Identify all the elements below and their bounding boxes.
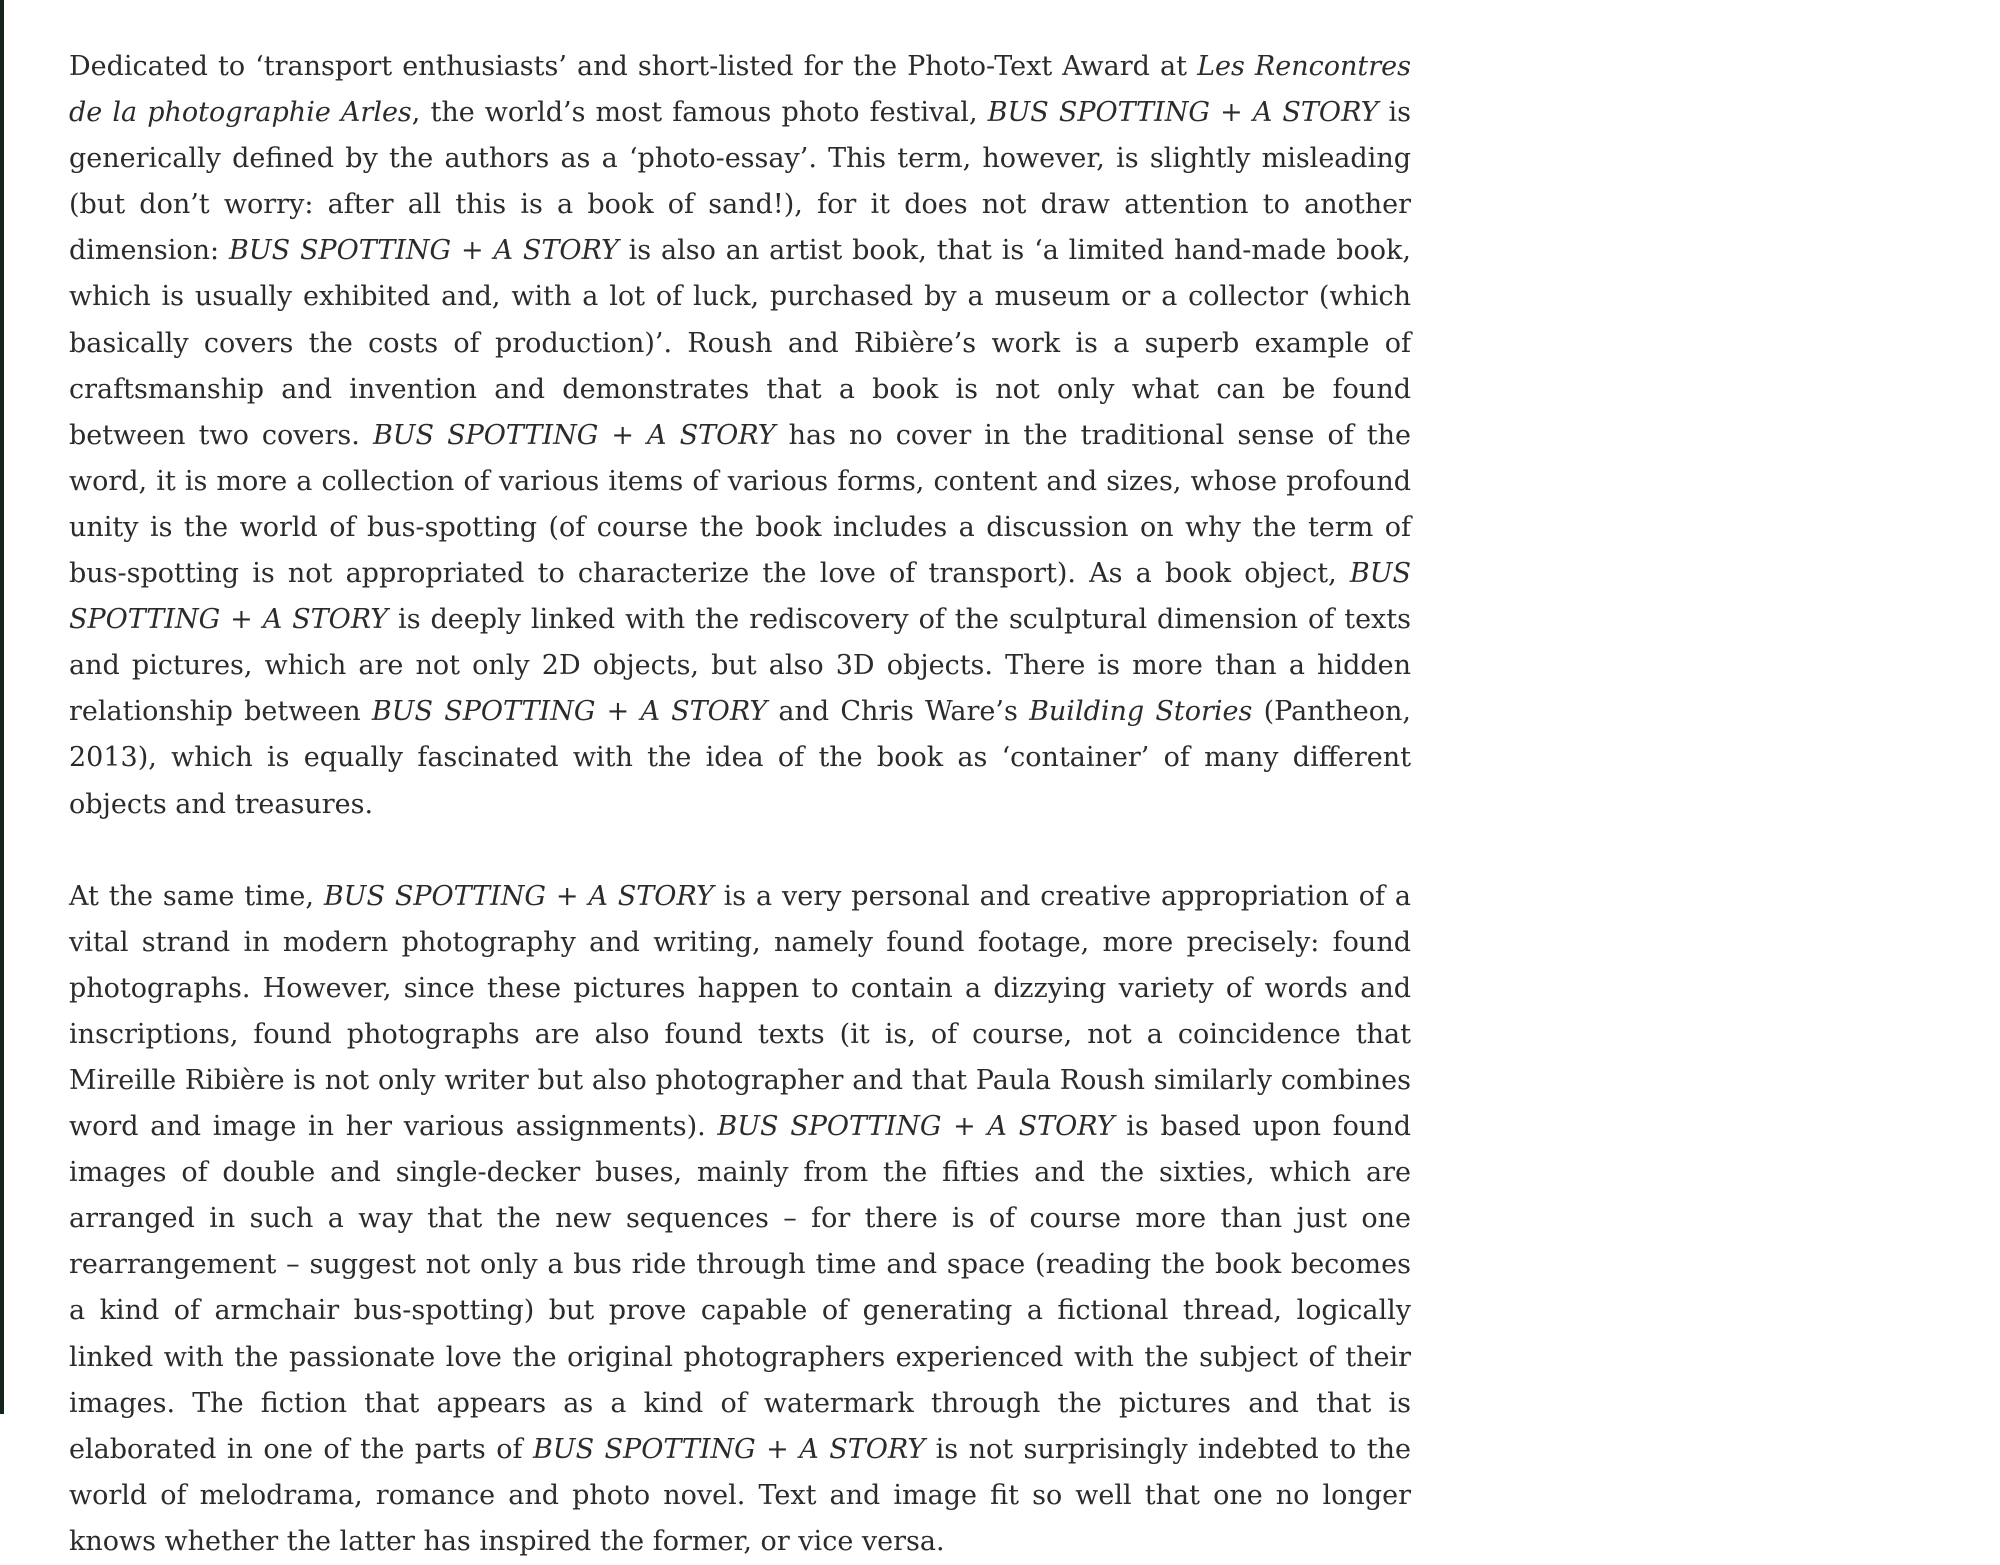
body-text: At the same time,: [69, 880, 324, 912]
body-text: is not surprisingly indebted to the world of melodrama, romance and photo novel. Text and image fit so well that one no longer knows whether the latter has inspired the former, or vice versa.: [69, 1433, 1411, 1557]
paragraph-1: [69, 44, 1411, 828]
body-text: Dedicated to ‘transport enthusiasts’ and short-listed for the Photo-Text Award at: [69, 51, 1198, 82]
paragraph-2: [69, 874, 1411, 1565]
body-text: is a very personal and creative appropriation of a vital strand in modern photography and writing, namely found footage, more precisely: found photographs. However, since these pictures happen to contain a dizzying variety of words and inscriptions, found photographs are also found texts (it is, of course, not a coincidence that Mireille Ribière is not only writer but also photographer and that Paula Roush similarly combines word and image in her various assignments).: [69, 880, 1411, 1143]
body-text: and Chris Ware’s: [767, 696, 1030, 728]
italic-title-text: BUS SPOTTING + A STORY: [532, 1433, 926, 1465]
left-edge-rule: [0, 0, 4, 1414]
body-text: is generically defined by the authors as a ‘photo-essay’. This term, however, is slightly misleading (but don’t worry: after all this is a book of sand!), for it does not draw attention to another dimension:: [69, 97, 1412, 267]
italic-title-text: BUS SPOTTING + A STORY: [323, 880, 714, 912]
italic-title-text: BUS SPOTTING + A STORY: [372, 419, 776, 451]
italic-title-text: BUS SPOTTING + A STORY: [717, 1111, 1115, 1143]
body-text: is deeply linked with the rediscovery of the sculptural dimension of texts and pictures, which are not only 2D objects, but also 3D objects. There is more than a hidden relationship between: [69, 604, 1411, 728]
body-text: is based upon found images of double and single-decker buses, mainly from the fifties and the sixties, which are arranged in such a way that the new sequences – for there is of course more than just one rearrangement – suggest not only a bus ride through time and space (reading the book becomes a kind of armchair bus-spotting) but prove capable of generating a fictional thread, logically linked with the passionate love the original photographers experienced with the subject of their images. The fiction that appears as a kind of watermark through the pictures and that is elaborated in one of the parts of: [69, 1111, 1411, 1465]
italic-title-text: BUS SPOTTING + A STORY: [987, 97, 1379, 129]
article-body: [69, 44, 1411, 1565]
body-text: has no cover in the traditional sense of the word, it is more a collection of various items of various forms, content and sizes, whose profound unity is the world of bus-spotting (of course the book includes a discussion on why the term of bus-spotting is not appropriated to characterize the love of transport). As a book object,: [69, 419, 1412, 590]
body-text: , the world’s most famous photo festival,: [411, 97, 988, 129]
body-text: (Pantheon, 2013), which is equally fascinated with the idea of the book as ‘container’ of many different objects and treasures.: [69, 696, 1412, 820]
italic-title-text: BUS SPOTTING + A STORY: [371, 696, 768, 728]
italic-title-text: Building Stories: [1029, 696, 1253, 728]
italic-title-text: BUS SPOTTING + A STORY: [228, 235, 619, 267]
body-text: is also an artist book, that is ‘a limited hand-made book, which is usually exhibited and, with a lot of luck, purchased by a museum or a collector (which basically covers the costs of production)’. Roush and Ribière’s work is a superb example of craftsmanship and invention and demonstrates that a book is not only what can be found between two covers.: [69, 235, 1411, 451]
italic-title-text: BUS SPOTTING + A STORY: [69, 558, 1411, 636]
italic-title-text: Les Rencontres de la photographie Arles: [69, 51, 1411, 129]
